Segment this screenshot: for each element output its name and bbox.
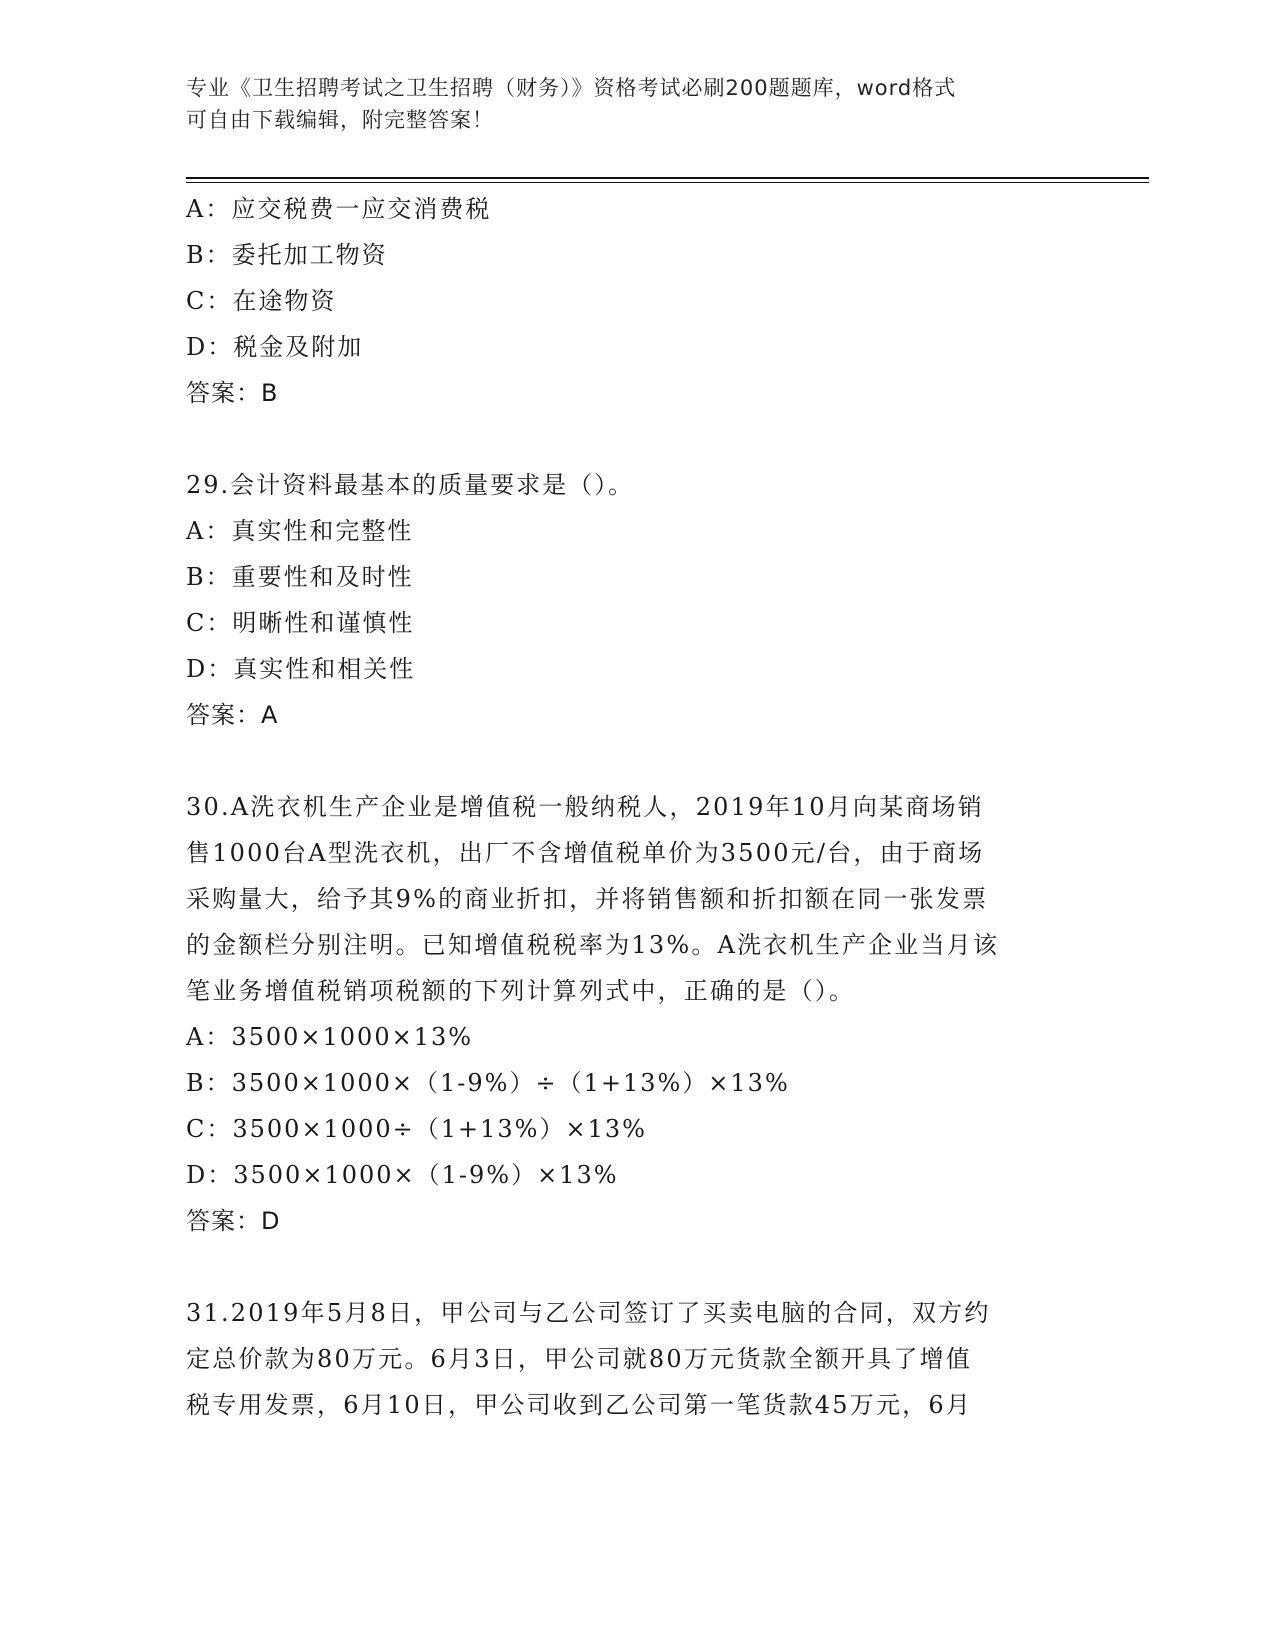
question-stem: 29.会计资料最基本的质量要求是（）。 [186, 471, 635, 499]
option-b: B：委托加工物资 [186, 241, 388, 269]
page-header [186, 72, 1066, 136]
header-divider-thick [186, 177, 1149, 179]
question-stem-line: 售1000台A型洗衣机，出厂不含增值税单价为3500元/台，由于商场 [186, 839, 985, 867]
option-d: D：真实性和相关性 [186, 655, 416, 683]
option-c: C：在途物资 [186, 287, 337, 315]
question-31-block [186, 1290, 1076, 1428]
question-spacer [186, 416, 1076, 462]
answer-line: 答案：D [186, 1207, 281, 1235]
question-spacer [186, 1244, 1076, 1290]
option-a: A：真实性和完整性 [186, 517, 414, 545]
question-stem-line: 定总价款为80万元。6月3日，甲公司就80万元货款全额开具了增值 [186, 1345, 973, 1373]
option-b: B：3500×1000×（1-9%）÷（1+13%）×13% [186, 1069, 790, 1097]
question-stem-line: 的金额栏分别注明。已知增值税税率为13%。A洗衣机生产企业当月该 [186, 931, 1000, 959]
question-stem-line: 30.A洗衣机生产企业是增值税一般纳税人，2019年10月向某商场销 [186, 793, 984, 821]
option-c: C：3500×1000÷（1+13%）×13% [186, 1115, 647, 1143]
question-stem-line: 采购量大，给予其9%的商业折扣，并将销售额和折扣额在同一张发票 [186, 885, 989, 913]
option-c: C：明晰性和谨慎性 [186, 609, 415, 637]
answer-line: 答案：B [186, 379, 279, 407]
question-30-block [186, 784, 1076, 1244]
option-d: D：税金及附加 [186, 333, 364, 361]
question-28-block [186, 186, 1076, 416]
header-divider-thin [186, 182, 1149, 183]
header-title-line-2: 可自由下载编辑，附完整答案！ [186, 108, 494, 132]
option-d: D：3500×1000×（1-9%）×13% [186, 1161, 619, 1189]
option-a: A：3500×1000×13% [186, 1023, 474, 1051]
question-stem-line: 税专用发票，6月10日，甲公司收到乙公司第一笔货款45万元，6月 [186, 1391, 973, 1419]
option-a: A：应交税费一应交消费税 [186, 195, 492, 223]
question-spacer [186, 738, 1076, 784]
question-content [186, 186, 1076, 1428]
option-b: B：重要性和及时性 [186, 563, 414, 591]
question-29-block [186, 462, 1076, 738]
question-stem-line: 笔业务增值税销项税额的下列计算列式中，正确的是（）。 [186, 977, 856, 1005]
question-stem-line: 31.2019年5月8日，甲公司与乙公司签订了买卖电脑的合同，双方约 [186, 1299, 991, 1327]
header-title-line-1: 专业《卫生招聘考试之卫生招聘（财务）》资格考试必刷200题题库，word格式 [186, 76, 957, 100]
answer-line: 答案：A [186, 701, 279, 729]
